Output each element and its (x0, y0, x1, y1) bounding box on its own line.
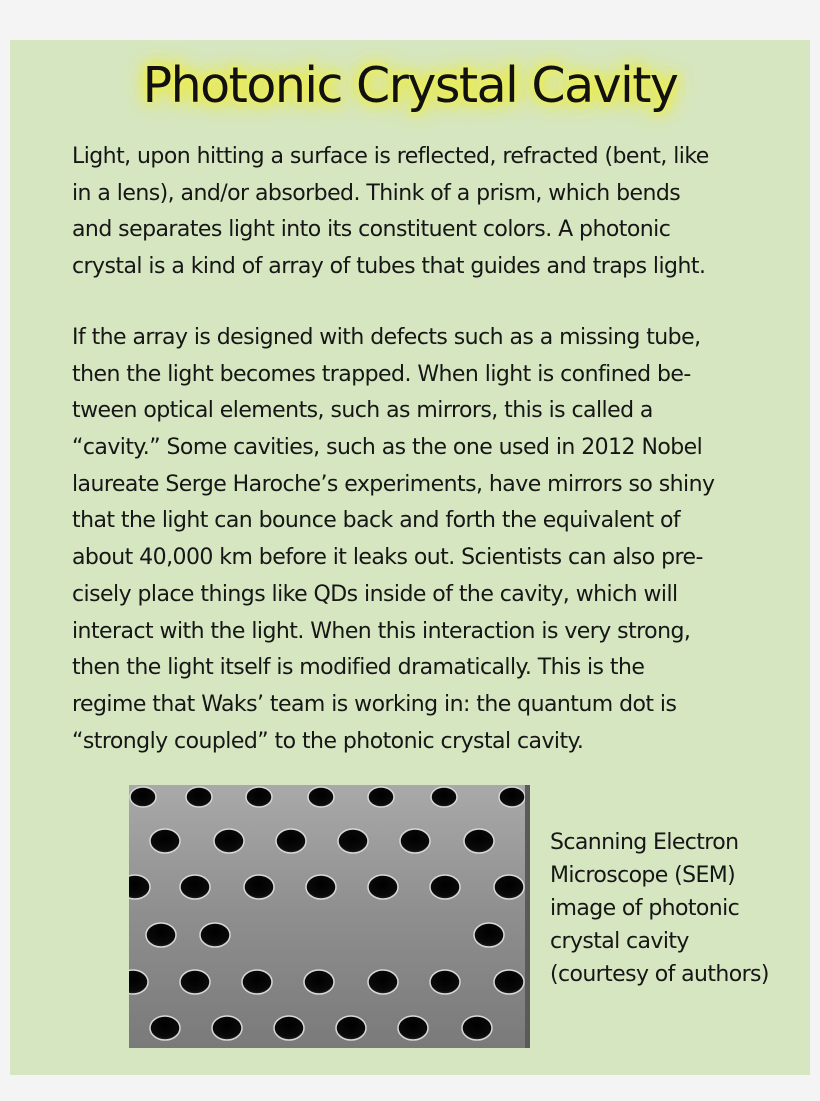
crystal-hole (308, 787, 334, 807)
crystal-hole (242, 970, 272, 994)
crystal-hole (276, 829, 306, 853)
crystal-hole (368, 970, 398, 994)
crystal-hole (244, 875, 274, 899)
crystal-hole (368, 787, 394, 807)
text-line: “cavity.” Some cavities, such as the one used in 2012 Nobel (72, 435, 703, 461)
crystal-hole (431, 787, 457, 807)
text-line: Light, upon hitting a surface is reflected, refracted (bent, like (72, 144, 709, 169)
caption-line: (courtesy of authors) (550, 962, 769, 987)
text-line: tween optical elements, such as mirrors, this is called a (72, 398, 653, 424)
sem-background (129, 785, 530, 1048)
crystal-hole (368, 875, 398, 899)
crystal-hole (150, 829, 180, 853)
crystal-hole (499, 787, 525, 807)
crystal-hole (430, 875, 460, 899)
crystal-hole (180, 970, 210, 994)
sem-edge (525, 785, 530, 1048)
crystal-hole (146, 923, 176, 947)
text-line: “strongly coupled” to the photonic crystal cavity. (72, 728, 584, 754)
crystal-hole (200, 923, 230, 947)
caption-line: Microscope (SEM) (550, 863, 736, 888)
crystal-hole (246, 787, 272, 807)
crystal-hole (398, 1016, 428, 1040)
crystal-hole (274, 1016, 304, 1040)
crystal-hole (186, 787, 212, 807)
crystal-hole (150, 1016, 180, 1040)
sem-image (129, 785, 530, 1048)
intro-paragraph (72, 139, 788, 286)
crystal-hole (464, 829, 494, 853)
crystal-hole (212, 1016, 242, 1040)
text-line: that the light can bounce back and forth the equivalent of (72, 508, 681, 534)
caption-line: crystal cavity (550, 929, 689, 954)
crystal-hole (336, 1016, 366, 1040)
crystal-hole (462, 1016, 492, 1040)
text-line: laureate Serge Haroche’s experiments, have mirrors so shiny (72, 471, 715, 497)
crystal-hole (430, 970, 460, 994)
text-line: then the light itself is modified dramatically. This is the (72, 655, 645, 681)
crystal-hole (214, 829, 244, 853)
crystal-hole (180, 875, 210, 899)
cavity-paragraph (72, 320, 788, 760)
crystal-hole (129, 875, 150, 899)
text-line: cisely place things like QDs inside of the cavity, which will (72, 581, 678, 607)
text-line: If the array is designed with defects such as a missing tube, (72, 325, 701, 350)
caption-line: Scanning Electron (550, 830, 739, 855)
crystal-hole (338, 829, 368, 853)
text-line: regime that Waks’ team is working in: the quantum dot is (72, 691, 677, 717)
text-line: crystal is a kind of array of tubes that guides and traps light. (72, 254, 706, 280)
text-line: then the light becomes trapped. When light is confined be- (72, 361, 691, 387)
crystal-hole (494, 970, 524, 994)
crystal-hole (474, 923, 504, 947)
text-line: about 40,000 km before it leaks out. Scientists can also pre- (72, 545, 703, 571)
crystal-hole (304, 970, 334, 994)
crystal-hole (130, 787, 156, 807)
text-line: in a lens), and/or absorbed. Think of a prism, which bends (72, 180, 681, 206)
page-title: Photonic Crystal Cavity (142, 57, 678, 114)
text-line: interact with the light. When this interaction is very strong, (72, 618, 691, 644)
caption-line: image of photonic (550, 896, 740, 921)
crystal-hole (400, 829, 430, 853)
crystal-hole (494, 875, 524, 899)
text-line: and separates light into its constituent colors. A photonic (72, 217, 671, 243)
image-caption (550, 826, 769, 991)
crystal-hole (306, 875, 336, 899)
